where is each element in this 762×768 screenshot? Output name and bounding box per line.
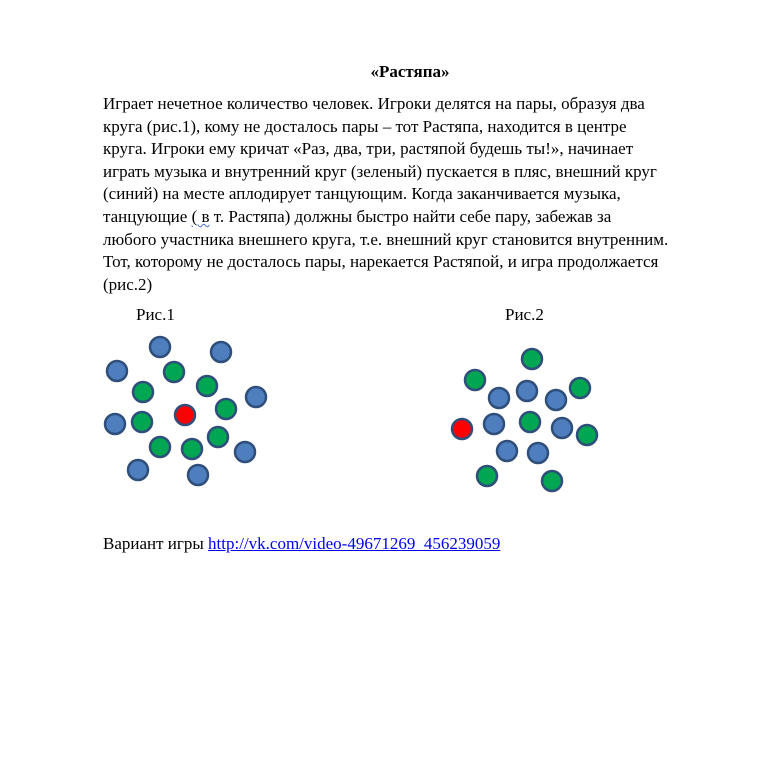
outer-player xyxy=(577,425,597,445)
document-title: «Растяпа» xyxy=(370,62,450,81)
inner-player xyxy=(132,412,152,432)
text: танцующие xyxy=(103,206,192,226)
inner-player xyxy=(489,388,509,408)
outer-player xyxy=(465,370,485,390)
outer-player xyxy=(188,465,208,485)
paragraph-line: любого участника внешнего круга, т.е. внешний круг становится внутренним. xyxy=(103,229,669,249)
outer-player xyxy=(246,387,266,407)
outer-player xyxy=(542,471,562,491)
inner-player xyxy=(484,414,504,434)
figure-2-caption: Рис.2 xyxy=(505,305,544,324)
outer-player xyxy=(211,342,231,362)
paragraph-line: (рис.2) xyxy=(103,274,153,294)
outer-player xyxy=(520,412,540,432)
figure-1-caption: Рис.1 xyxy=(136,305,175,324)
text: т. Растяпа) должны быстро найти себе пару, забежав за xyxy=(209,206,612,226)
inner-player xyxy=(517,381,537,401)
footer-label: Вариант игры xyxy=(103,534,209,553)
video-link[interactable]: http://vk.com/video-49671269_456239059 xyxy=(208,534,501,553)
paragraph-line: круга (рис.1), кому не досталось пары – тот Растяпа, находится в центре xyxy=(103,116,627,136)
inner-player xyxy=(528,443,548,463)
inner-player xyxy=(133,382,153,402)
outer-player xyxy=(522,349,542,369)
inner-player xyxy=(552,418,572,438)
inner-player xyxy=(164,362,184,382)
inner-player xyxy=(197,376,217,396)
inner-player xyxy=(216,399,236,419)
outer-player xyxy=(128,460,148,480)
inner-player xyxy=(208,427,228,447)
inner-player xyxy=(546,390,566,410)
figure-2 xyxy=(452,349,597,491)
figure-1 xyxy=(105,337,266,485)
inner-player xyxy=(182,439,202,459)
outer-player xyxy=(235,442,255,462)
spellcheck-marked-text: ( в xyxy=(191,206,210,226)
rastyapa-player xyxy=(175,405,195,425)
inner-player xyxy=(150,437,170,457)
outer-player xyxy=(107,361,127,381)
paragraph-line: круга. Игроки ему кричат «Раз, два, три, растяпой будешь ты!», начинает xyxy=(103,139,634,159)
outer-player xyxy=(477,466,497,486)
footer-line xyxy=(103,534,500,554)
paragraph-line: играть музыка и внутренний круг (зеленый) пускается в пляс, внешний круг xyxy=(103,161,657,181)
paragraph-line: Тот, которому не досталось пары, нарекается Растяпой, и игра продолжается xyxy=(103,252,659,272)
inner-player xyxy=(497,441,517,461)
paragraph-line: Играет нечетное количество человек. Игроки делятся на пары, образуя два xyxy=(103,94,645,113)
outer-player xyxy=(150,337,170,357)
outer-player xyxy=(105,414,125,434)
outer-player xyxy=(570,378,590,398)
paragraph-line: (синий) на месте аплодирует танцующим. Когда заканчивается музыка, xyxy=(103,184,621,204)
rastyapa-player xyxy=(452,419,472,439)
